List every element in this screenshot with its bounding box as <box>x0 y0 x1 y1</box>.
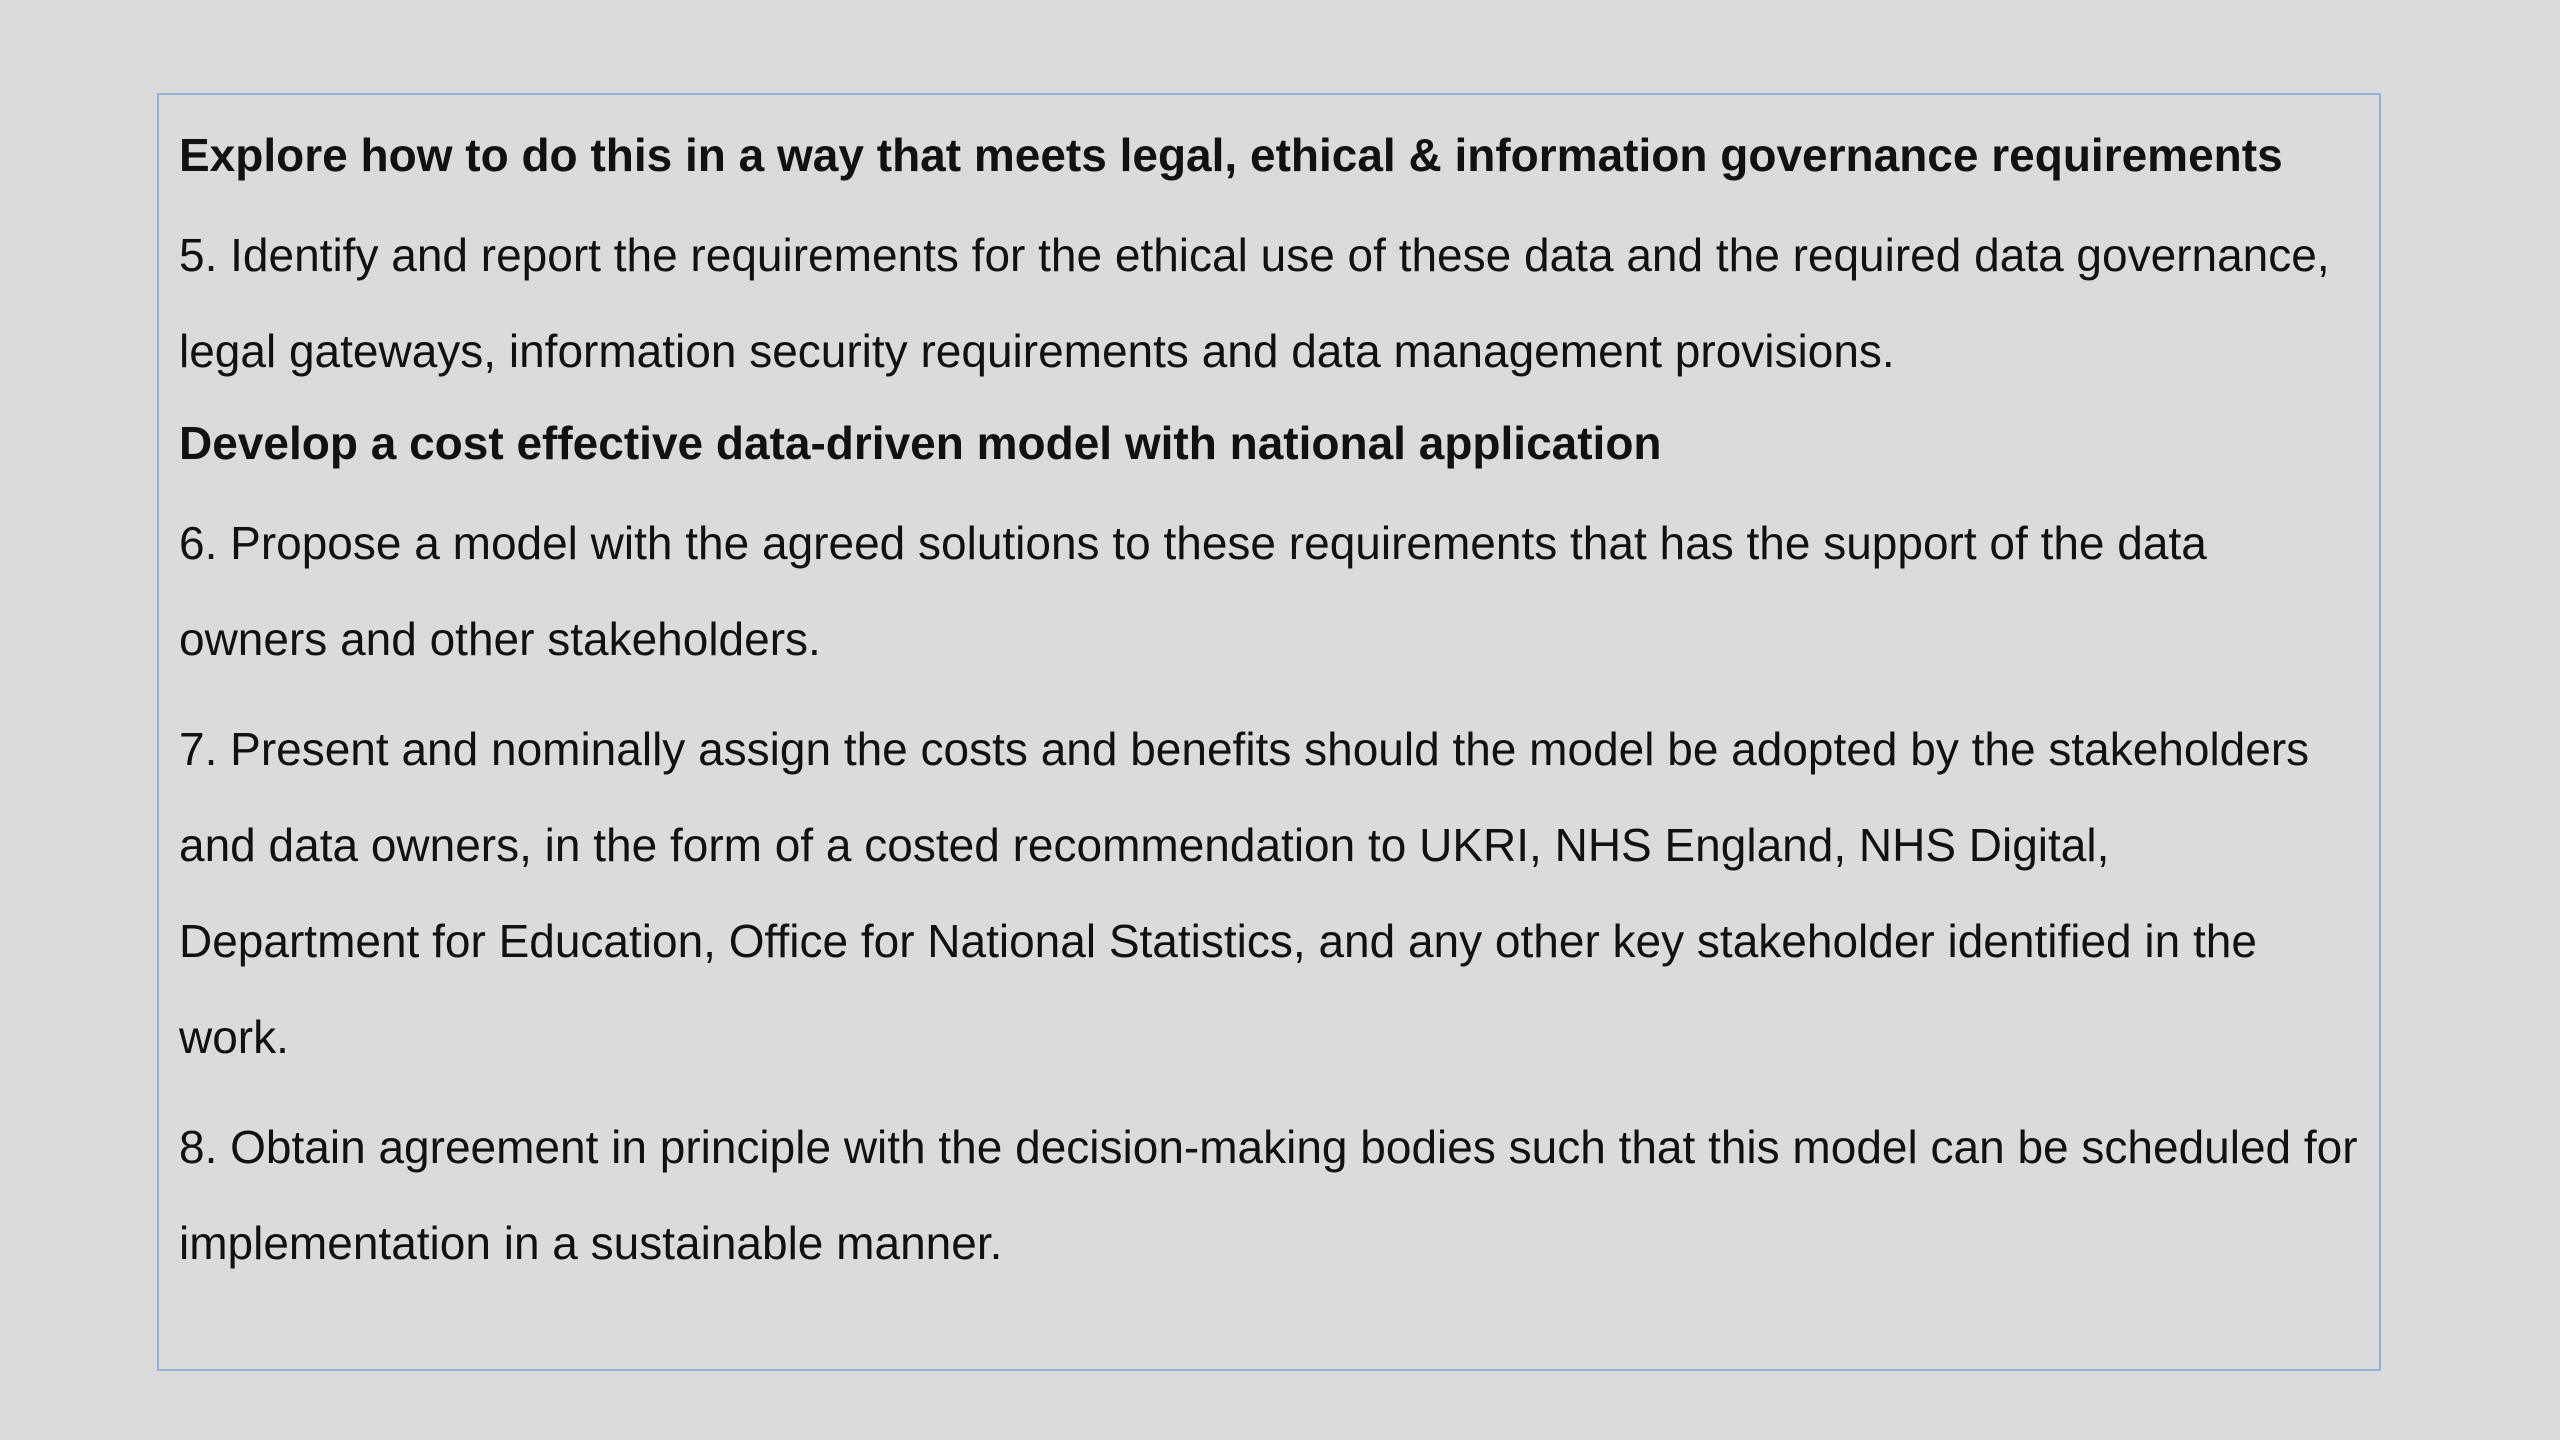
paragraph-7: 7. Present and nominally assign the costs and benefits should the model be adopted by the stakeholders and data owners, in the form of a costed recommendation to UKRI, NHS England, NHS Digital, Department for Education, Office for National Statistics, and any other key stakeholder identified in the work. <box>179 723 2310 1063</box>
paragraph-8: 8. Obtain agreement in principle with the decision-making bodies such that this model can be scheduled for implementation in a sustainable manner. <box>179 1121 2358 1269</box>
paragraph-5: 5. Identify and report the requirements for the ethical use of these data and the required data governance, legal gateways, information security requirements and data management provisions. <box>179 229 2330 377</box>
text-box <box>157 93 2381 1371</box>
section-heading-model: Develop a cost effective data-driven model with national application <box>179 417 1662 469</box>
section-heading-governance: Explore how to do this in a way that meets legal, ethical & information governance requirements <box>179 129 2283 181</box>
paragraph-6: 6. Propose a model with the agreed solutions to these requirements that has the support of the data owners and other stakeholders. <box>179 517 2207 665</box>
